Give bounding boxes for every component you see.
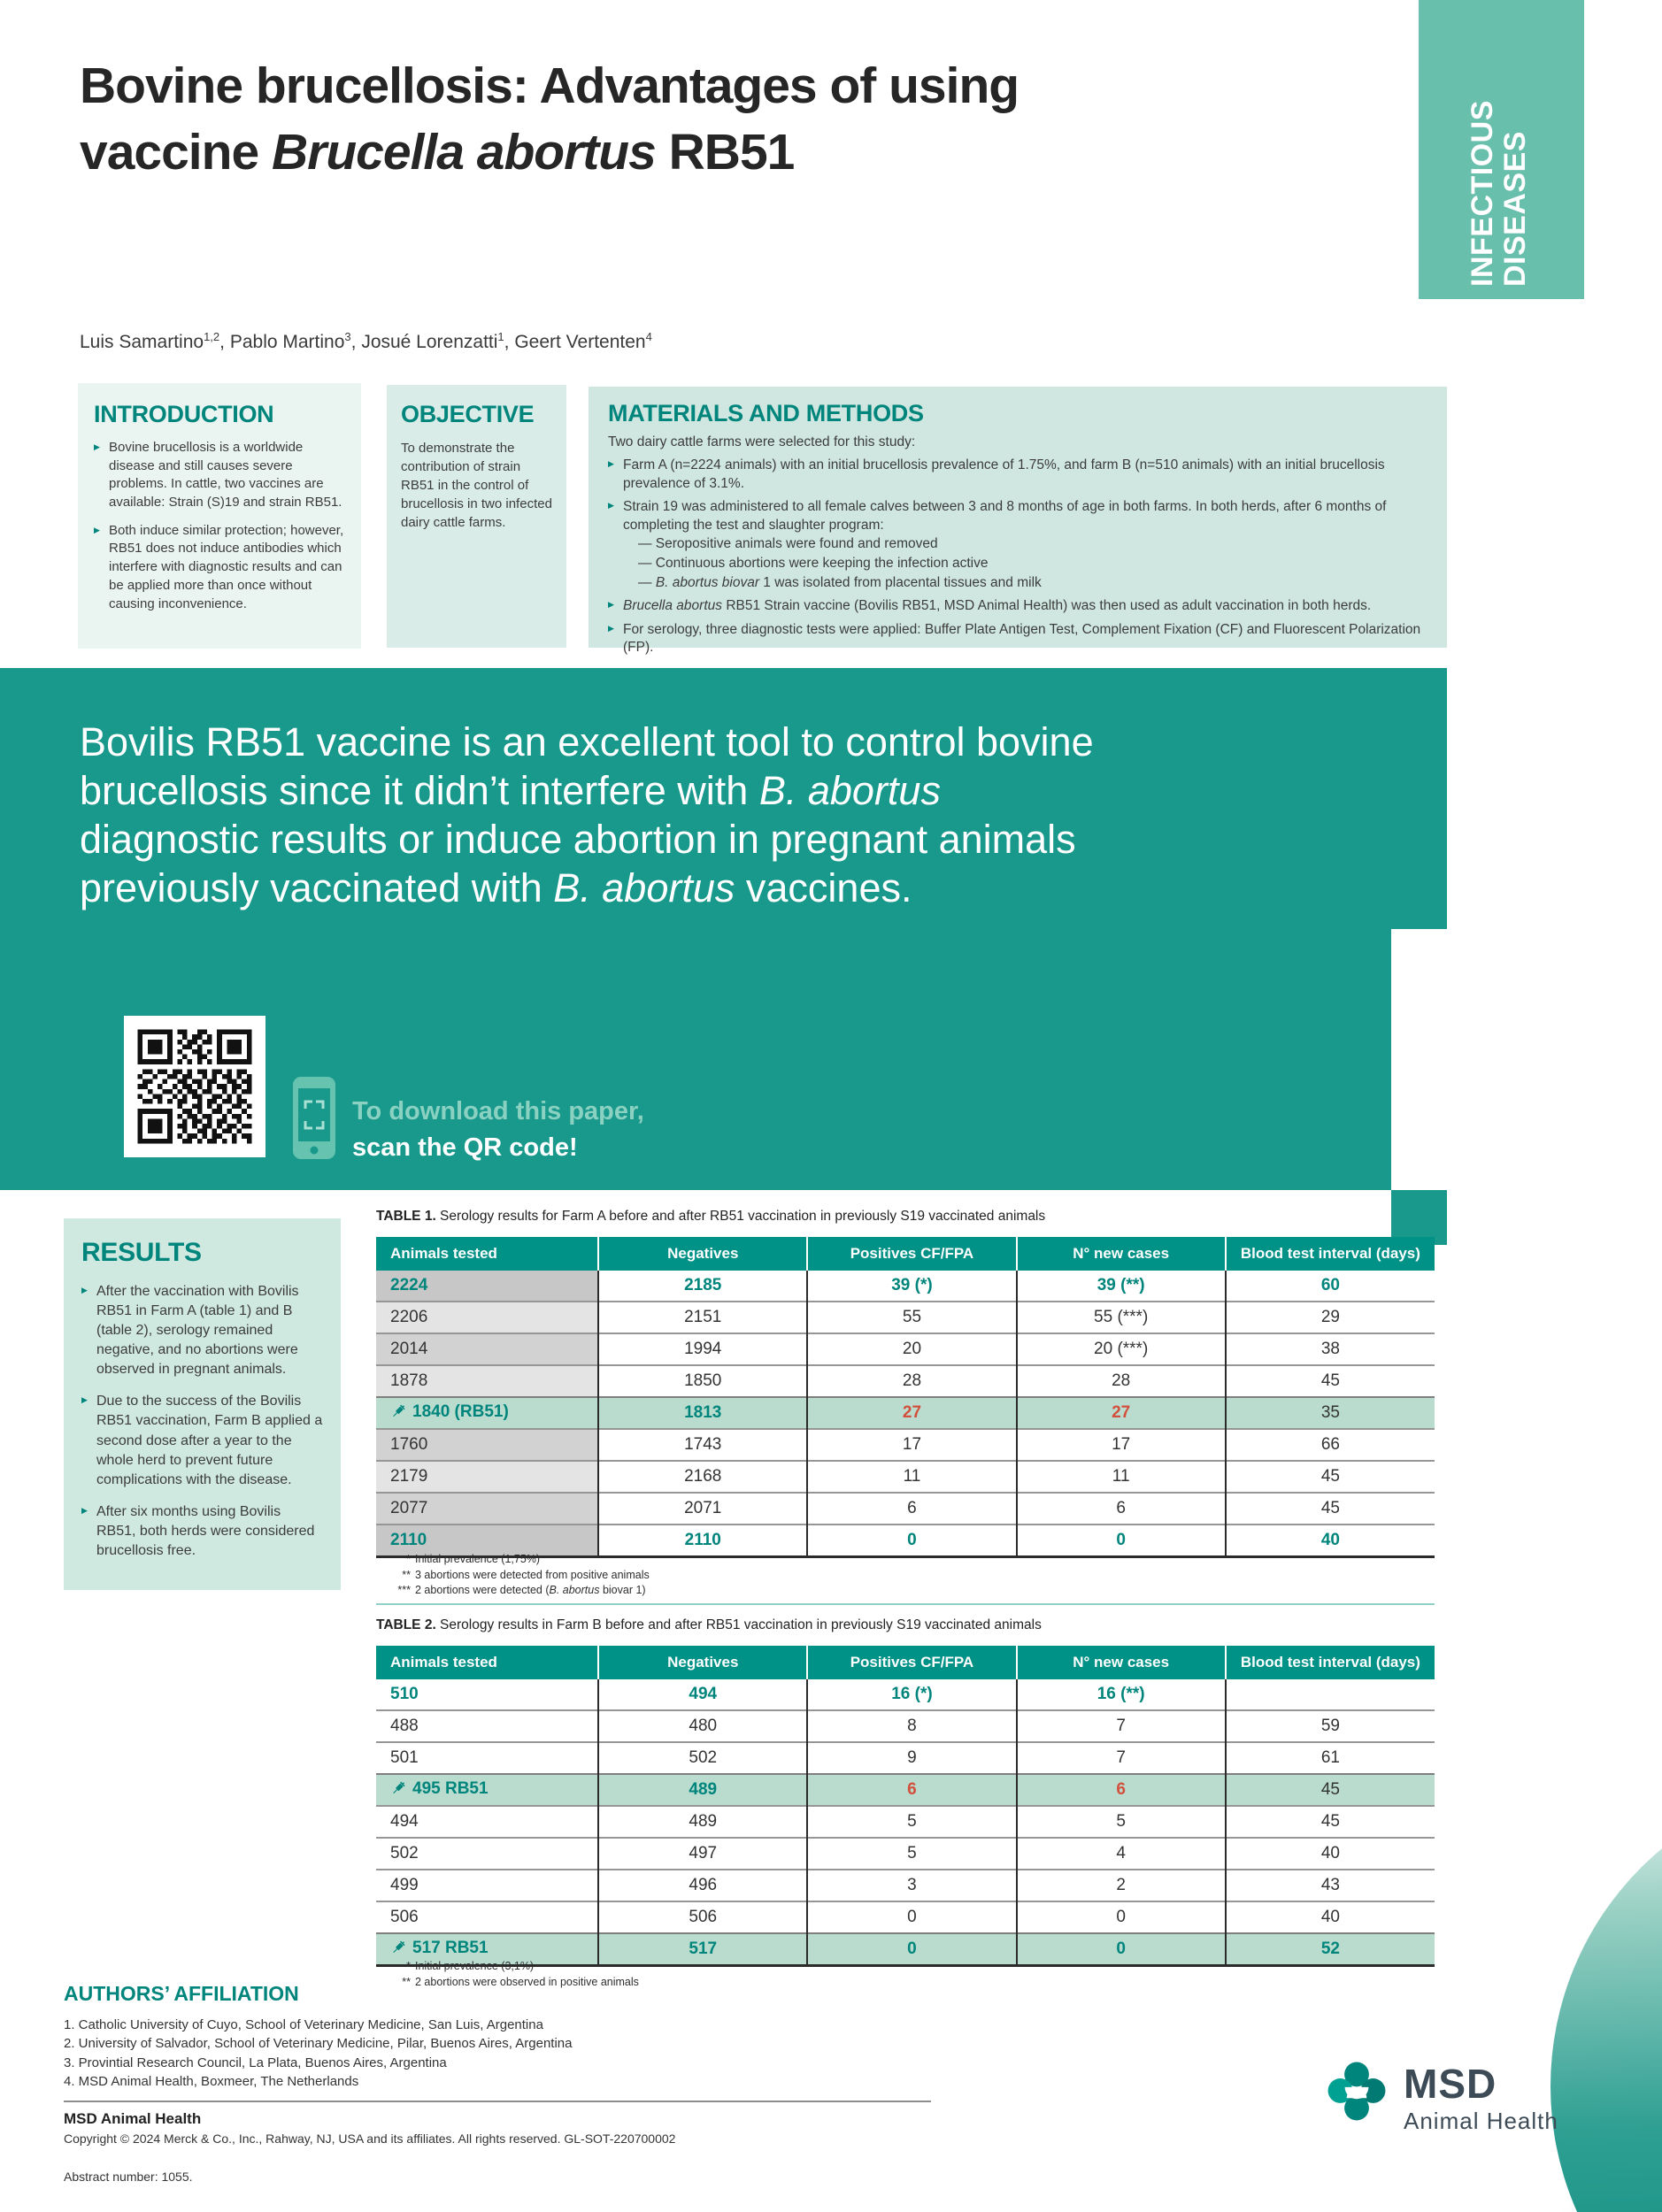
methods-section <box>589 387 1447 656</box>
results-bullet: ▶ After six months using Bovilis RB51, both herds were considered brucellosis free. <box>81 1502 323 1561</box>
table-row: 1760 1743 17 17 66 <box>376 1429 1435 1461</box>
table-row: 494 489 5 5 45 <box>376 1806 1435 1838</box>
column-header: Negatives <box>598 1646 807 1679</box>
methods-bullet: ▶ Strain 19 was administered to all female calves between 3 and 8 months of age in both farms. In both herds, after 6 months of completing the test and slaughter program: — Seropositive animals were found and removed — Continuous abortions were keeping the infection active — B. abortus biovar 1 was isolated from placental tissues and milk <box>608 498 1427 592</box>
footnote: * Initial prevalence (3,1%) <box>406 1960 535 1972</box>
table-row: 2014 1994 20 20 (***) 38 <box>376 1333 1435 1365</box>
footnote: *** 2 abortions were detected (B. abortus biovar 1) <box>397 1584 646 1596</box>
methods-bullet: ▶ Farm A (n=2224 animals) with an initial brucellosis prevalence of 1.75%, and farm B (n=510 animals) with an initial brucellosis prevalence of 3.1%. <box>608 457 1427 493</box>
table-row: 506 506 0 0 40 <box>376 1901 1435 1933</box>
qr-caption-line1: To download this paper, <box>352 1097 644 1125</box>
column-header: N° new cases <box>1017 1646 1226 1679</box>
column-header: Positives CF/FPA <box>807 1646 1016 1679</box>
column-header: Positives CF/FPA <box>807 1237 1016 1271</box>
vaccination-row: 495 RB51 489 6 6 45 <box>376 1774 1435 1806</box>
page-title: Bovine brucellosis: Advantages of using vaccine Brucella abortus RB51 <box>80 58 1020 181</box>
authors-line: Luis Samartino$^{1,2}$, Pablo Martino$^3$, Josué Lorenzatti$^1$, Geert Vertenten$^4$ <box>80 330 652 352</box>
affiliation-list <box>64 2016 572 2091</box>
msd-flower-icon <box>1327 2062 1386 2122</box>
methods-subitem: — Continuous abortions were keeping the infection active <box>638 556 989 572</box>
affiliation-item: 4. MSD Animal Health, Boxmeer, The Netherlands <box>64 2073 359 2089</box>
methods-bullet: ▶ For serology, three diagnostic tests were applied: Buffer Plate Antigen Test, Complement Fixation (CF) and Fluorescent Polarization (FP). <box>608 621 1427 657</box>
introduction-bullet: ▶ Both induce similar protection; however, RB51 does not induce antibodies which interfere with diagnostic results and can be applied more than once without causing inconvenience. <box>94 522 345 613</box>
footer-copyright: Copyright © 2024 Merck & Co., Inc., Rahway, NJ, USA and its affiliates. All rights reserved. GL-SOT-220700002 <box>64 2131 676 2146</box>
tab-infectious-diseases <box>1419 0 1584 299</box>
footnote: ** 2 abortions were observed in positive animals <box>402 1975 639 1988</box>
affiliation-item: 2. University of Salvador, School of Veterinary Medicine, Pilar, Buenos Aires, Argentina <box>64 2036 573 2052</box>
table-header-row <box>376 1646 1435 1679</box>
table-row: 488 480 8 7 59 <box>376 1710 1435 1742</box>
table-row: 2179 2168 11 11 45 <box>376 1461 1435 1493</box>
column-header: Blood test interval (days) <box>1226 1646 1435 1679</box>
vaccination-row: 517 RB51 517 0 0 52 <box>376 1933 1435 1966</box>
vaccination-row: 1840 (RB51) 1813 27 27 35 <box>376 1397 1435 1429</box>
objective-heading: OBJECTIVE <box>401 401 535 427</box>
methods-heading: MATERIALS AND METHODS <box>608 400 924 426</box>
results-bullet: ▶ Due to the success of the Bovilis RB51 vaccination, Farm B applied a second dose after a year to the whole herd to prevent future complications with the disease. <box>81 1392 323 1489</box>
qr-code-pattern <box>133 1025 257 1148</box>
introduction-bullet: ▶ Bovine brucellosis is a worldwide disease and still causes severe problems. In cattle, two vaccines are available: Strain (S)19 and strain RB51. <box>94 439 345 512</box>
results-bullet: ▶ After the vaccination with Bovilis RB51 in Farm A (table 1) and B (table 2), serology remained negative, and no abortions were observed in pregnant animals. <box>81 1282 323 1379</box>
syringe-icon <box>390 1780 406 1801</box>
objective-text: To demonstrate the contribution of strain RB51 in the control of brucellosis in two infected dairy cattle farms. <box>401 441 552 530</box>
methods-subitem: — B. abortus biovar 1 was isolated from placental tissues and milk <box>638 574 1042 590</box>
syringe-icon <box>390 1403 406 1425</box>
table2-caption: TABLE 2. Serology results in Farm B before and after RB51 vaccination in previously S19 vaccinated animals <box>376 1617 1042 1632</box>
table-header-row <box>376 1237 1435 1271</box>
table-row: 501 502 9 7 61 <box>376 1742 1435 1774</box>
table1-footnotes <box>382 1552 650 1599</box>
table2-footnotes <box>382 1959 639 1990</box>
column-header: Animals tested <box>376 1237 598 1271</box>
column-header: Negatives <box>598 1237 807 1271</box>
affiliation-item: 3. Provintial Research Council, La Plata, Buenos Aires, Argentina <box>64 2055 447 2070</box>
objective-section <box>387 385 566 648</box>
serology-table-farm-b <box>376 1646 1435 1967</box>
qr-code <box>124 1016 265 1157</box>
tab-label: INFECTIOUS DISEASES <box>1466 100 1533 287</box>
syringe-icon <box>390 1939 406 1961</box>
msd-animal-health-logo <box>1327 2060 1620 2157</box>
table-row: 2110 2110 0 0 40 <box>376 1525 1435 1557</box>
methods-subitem: — Seropositive animals were found and removed <box>638 536 938 552</box>
affiliation-heading: AUTHORS’ AFFILIATION <box>64 1982 299 2005</box>
introduction-heading: INTRODUCTION <box>94 401 274 427</box>
column-header: Animals tested <box>376 1646 598 1679</box>
serology-table-farm-a <box>376 1237 1435 1558</box>
section-divider <box>376 1603 1435 1605</box>
logo-subtitle: Animal Health <box>1404 2108 1558 2134</box>
table-row: 1878 1850 28 28 45 <box>376 1365 1435 1397</box>
affiliation-item: 1. Catholic University of Cuyo, School of Veterinary Medicine, San Luis, Argentina <box>64 2017 543 2032</box>
results-heading: RESULTS <box>81 1238 202 1267</box>
logo-wordmark: MSD <box>1404 2061 1497 2107</box>
key-message-text: Bovilis RB51 vaccine is an excellent tool to control bovine brucellosis since it didn’t interfere with B. abortus diagnostic results or induce abortion in pregnant animals previously vaccinated with B. abortus vaccines. <box>80 719 1094 910</box>
qr-caption-line2: scan the QR code! <box>352 1133 578 1162</box>
table-row: 2206 2151 55 55 (***) 29 <box>376 1302 1435 1333</box>
methods-bullet: ▶ Brucella abortus RB51 Strain vaccine (Bovilis RB51, MSD Animal Health) was then used as adult vaccination in both herds. <box>608 597 1427 616</box>
footnote: ** 3 abortions were detected from positive animals <box>402 1568 650 1581</box>
footnote: * Initial prevalence (1,75%) <box>406 1553 541 1565</box>
introduction-section <box>78 383 361 649</box>
table1-caption: TABLE 1. Serology results for Farm A before and after RB51 vaccination in previously S19 vaccinated animals <box>376 1209 1046 1224</box>
table-row: 502 497 5 4 40 <box>376 1838 1435 1870</box>
table-row: 2077 2071 6 6 45 <box>376 1493 1435 1525</box>
phone-icon <box>292 1076 336 1160</box>
footer-divider <box>64 2101 931 2102</box>
table-row: 510 494 16 (*) 16 (**) <box>376 1679 1435 1710</box>
column-header: N° new cases <box>1017 1237 1226 1271</box>
methods-intro: Two dairy cattle farms were selected for this study: <box>608 434 916 449</box>
results-section <box>64 1218 341 1590</box>
column-header: Blood test interval (days) <box>1226 1237 1435 1271</box>
footer-brand: MSD Animal Health <box>64 2110 202 2127</box>
table-row: 499 496 3 2 43 <box>376 1870 1435 1901</box>
abstract-number: Abstract number: 1055. <box>64 2170 193 2184</box>
band-step-top <box>1391 668 1447 929</box>
table-row: 2224 2185 39 (*) 39 (**) 60 <box>376 1271 1435 1302</box>
